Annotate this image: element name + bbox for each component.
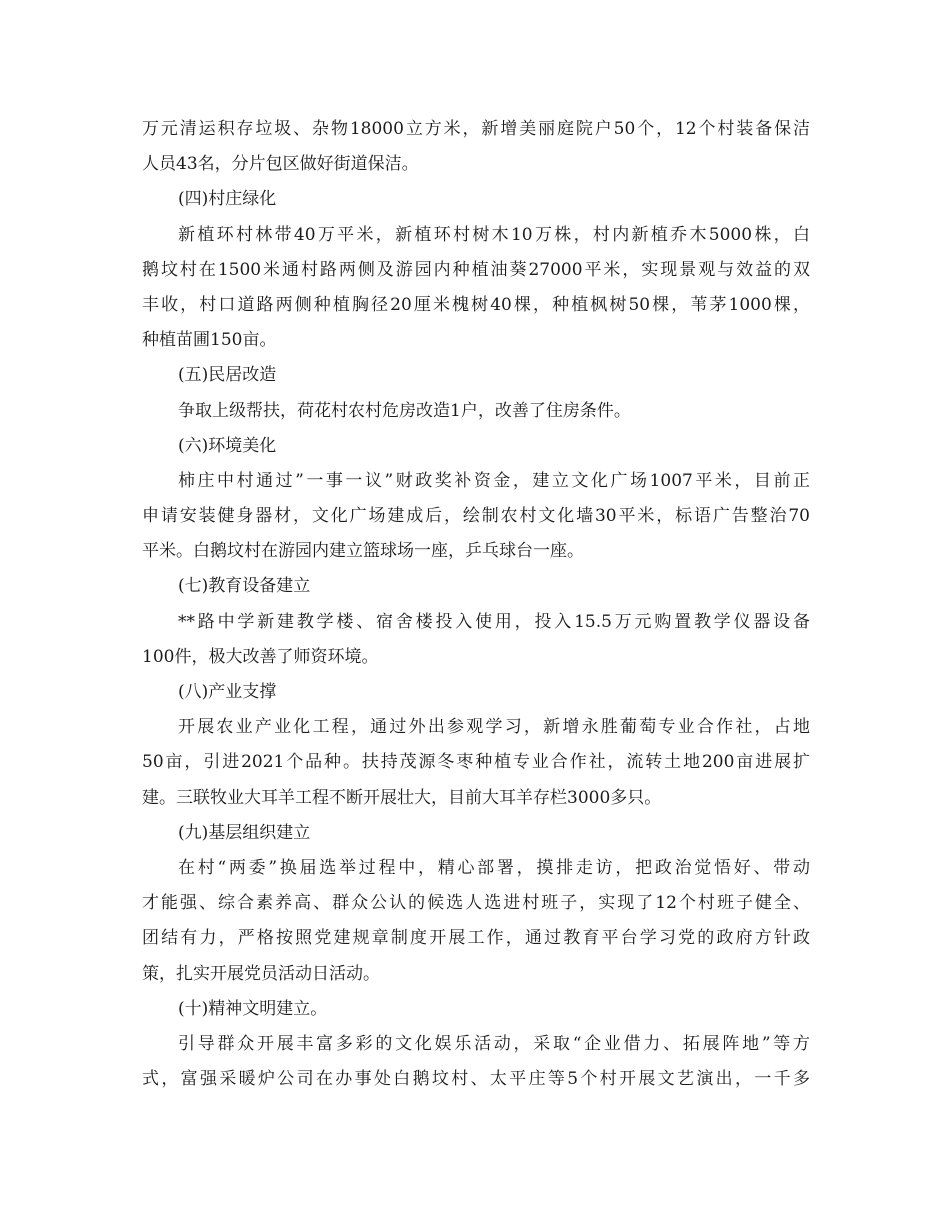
text-line: 引导群众开展丰富多彩的文化娱乐活动，采取“企业借力、拓展阵地”等方	[178, 1033, 810, 1054]
text-line: (四)村庄绿化	[178, 189, 277, 210]
text-line: 丰收，村口道路两侧种植胸径20厘米槐树40棵，种植枫树50棵，苇茅1000棵，	[142, 294, 810, 315]
text-line: 新植环村林带40万平米，新植环村树木10万株，村内新植乔木5000株，白	[178, 224, 810, 245]
text-line: 争取上级帮扶，荷花村农村危房改造1户，改善了住房条件。	[178, 400, 631, 421]
text-line: 人员43名，分片包区做好街道保洁。	[142, 154, 419, 175]
text-line: 申请安装健身器材，文化广场建成后，绘制农村文化墙30平米，标语广告整治70	[142, 506, 810, 527]
text-line: 式，富强采暖炉公司在办事处白鹅坟村、太平庄等5个村开展文艺演出，一千多	[142, 1069, 810, 1090]
text-line: 团结有力，严格按照党建规章制度开展工作，通过教育平台学习党的政府方针政	[142, 928, 810, 949]
text-line: (十)精神文明建立。	[178, 998, 328, 1019]
text-line: 才能强、综合素养高、群众公认的候选人选进村班子，实现了12个村班子健全、	[142, 893, 810, 914]
text-line: (七)教育设备建立	[178, 576, 311, 597]
text-line: (五)民居改造	[178, 365, 277, 386]
text-line: 建。三联牧业大耳羊工程不断开展壮大，目前大耳羊存栏3000多只。	[142, 787, 662, 808]
text-line: 柿庄中村通过”一事一议”财政奖补资金，建立文化广场1007平米，目前正	[178, 470, 810, 491]
text-line: 万元清运积存垃圾、杂物18000立方米，新增美丽庭院户50个，12个村装备保洁	[142, 119, 810, 139]
text-line: 策，扎实开展党员活动日活动。	[142, 963, 380, 984]
document-body	[142, 112, 810, 1097]
text-line: 在村“两委”换届选举过程中，精心部署，摸排走访，把政治觉悟好、带动	[178, 857, 810, 878]
text-line: 100件，极大改善了师资环境。	[142, 646, 379, 667]
text-line: (九)基层组织建立	[178, 822, 311, 843]
text-line: 鹅坟村在1500米通村路两侧及游园内种植油葵27000平米，实现景观与效益的双	[142, 259, 810, 280]
text-line: (六)环境美化	[178, 435, 277, 456]
text-line: 50亩，引进2021个品种。扶持茂源冬枣种植专业合作社，流转土地200亩进展扩	[142, 752, 810, 773]
text-line: (八)产业支撑	[178, 682, 277, 702]
text-line: 平米。白鹅坟村在游园内建立篮球场一座，乒乓球台一座。	[142, 541, 584, 562]
text-line: **路中学新建教学楼、宿舍楼投入使用，投入15.5万元购置教学仪器设备	[178, 611, 810, 632]
text-line: 种植苗圃150亩。	[142, 330, 277, 351]
text-line: 开展农业产业化工程，通过外出参观学习，新增永胜葡萄专业合作社，占地	[178, 717, 810, 738]
